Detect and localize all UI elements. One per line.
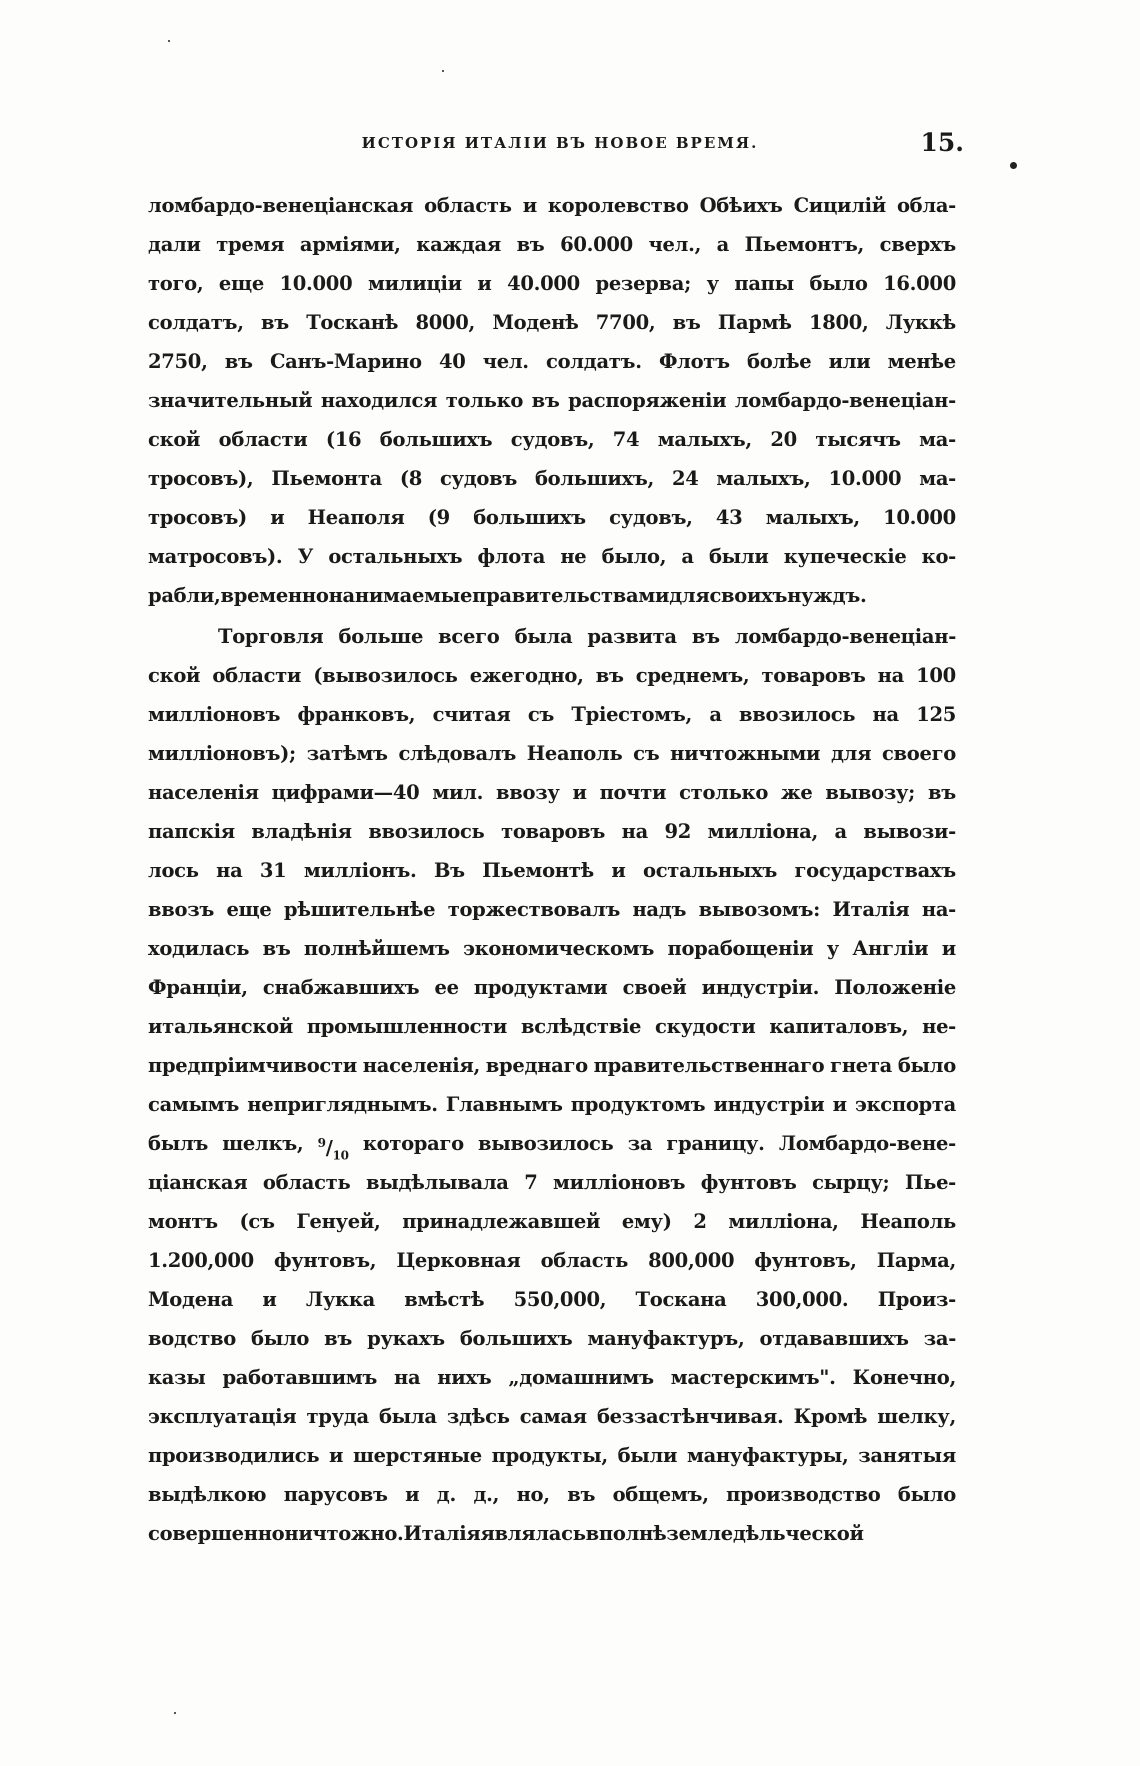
text-line: милліоновъ); затѣмъ слѣдовалъ Неаполь съ ничтожными для своего	[148, 742, 956, 765]
text-line: водство было въ рукахъ большихъ мануфактуръ, отдававшихъ за-	[148, 1327, 956, 1350]
text-line: самымъ непригляднымъ. Главнымъ продуктомъ индустріи и экспорта	[148, 1093, 956, 1116]
text-line: лось на 31 милліонъ. Въ Пьемонтѣ и остальныхъ государствахъ	[148, 859, 956, 882]
text-line: производились и шерстяные продукты, были мануфактуры, занятыя	[148, 1444, 956, 1467]
body-text	[148, 186, 956, 1553]
running-title: ИСТОРІЯ ИТАЛІИ ВЪ НОВОЕ ВРЕМЯ.	[361, 134, 759, 152]
running-header	[148, 128, 972, 168]
page-number: 15.	[920, 128, 964, 157]
text-line: итальянской промышленности вслѣдствіе скудости капиталовъ, не-	[148, 1015, 956, 1038]
text-line: выдѣлкою парусовъ и д. д., но, въ общемъ, производство было	[148, 1483, 956, 1506]
text-line: тросовъ), Пьемонта (8 судовъ большихъ, 24 малыхъ, 10.000 ма-	[148, 467, 956, 490]
text-line: совершенно ничтожно. Италія являлась вполнѣ земледѣльческой	[148, 1522, 864, 1545]
text-line: ціанская область выдѣлывала 7 милліоновъ фунтовъ сырцу; Пье-	[148, 1171, 956, 1194]
text-line: 2750, въ Санъ-Марино 40 чел. солдатъ. Флотъ болѣе или менѣе	[148, 350, 956, 373]
text-line: значительный находился только въ распоряженіи ломбардо-венеціан-	[148, 389, 956, 412]
text-line: населенія цифрами—40 мил. ввозу и почти столько же вывозу; въ	[148, 781, 956, 804]
text-line: предпріимчивости населенія, вреднаго правительственнаго гнета было	[148, 1054, 956, 1077]
print-speck	[174, 1712, 176, 1714]
text-line: казы работавшимъ на нихъ „домашнимъ мастерскимъ". Конечно,	[148, 1366, 956, 1389]
text-line: солдатъ, въ Тосканѣ 8000, Моденѣ 7700, въ Пармѣ 1800, Луккѣ	[148, 311, 956, 334]
print-speck	[168, 40, 170, 42]
text-line: ской области (вывозилось ежегодно, въ среднемъ, товаровъ на 100	[148, 664, 956, 687]
text-line: матросовъ). У остальныхъ флота не было, а были купеческіе ко-	[148, 545, 956, 568]
text-line: эксплуатація труда была здѣсь самая беззастѣнчивая. Кромѣ шелку,	[148, 1405, 956, 1428]
text-line: папскія владѣнія ввозилось товаровъ на 92 милліона, а вывози-	[148, 820, 956, 843]
print-speck	[1010, 162, 1017, 169]
text-line: дали тремя арміями, каждая въ 60.000 чел., а Пьемонтъ, сверхъ	[148, 233, 956, 256]
text-line: былъ шелкъ, $^9/_{10}$ котораго вывозилось за границу. Ломбардо-вене-	[148, 1132, 956, 1163]
text-line: того, еще 10.000 милиціи и 40.000 резерва; у папы было 16.000	[148, 272, 956, 295]
paragraph-1	[148, 186, 956, 615]
paragraph-2	[148, 617, 956, 1553]
text-line: Модена и Лукка вмѣстѣ 550,000, Тоскана 300,000. Произ-	[148, 1288, 956, 1311]
text-line: ввозъ еще рѣшительнѣе торжествовалъ надъ вывозомъ: Италія на-	[148, 898, 956, 921]
text-line: ской области (16 большихъ судовъ, 74 малыхъ, 20 тысячъ ма-	[148, 428, 956, 451]
text-line: Франціи, снабжавшихъ ее продуктами своей индустріи. Положеніе	[148, 976, 956, 999]
text-line: милліоновъ франковъ, считая съ Тріестомъ, а ввозилось на 125	[148, 703, 956, 726]
text-line: ходилась въ полнѣйшемъ экономическомъ порабощеніи у Англіи и	[148, 937, 956, 960]
text-line: монтъ (съ Генуей, принадлежавшей ему) 2 милліона, Неаполь	[148, 1210, 956, 1233]
text-line: ломбардо-венеціанская область и королевство Обѣихъ Сицилій обла-	[148, 194, 956, 217]
text-line: Торговля больше всего была развита въ ломбардо-венеціан-	[218, 625, 956, 648]
text-line: рабли, временно нанимаемые правительствами для своихъ нуждъ.	[148, 584, 867, 607]
print-speck	[442, 70, 444, 72]
text-line: 1.200,000 фунтовъ, Церковная область 800,000 фунтовъ, Парма,	[148, 1249, 956, 1272]
text-line: тросовъ) и Неаполя (9 большихъ судовъ, 43 малыхъ, 10.000	[148, 506, 956, 529]
